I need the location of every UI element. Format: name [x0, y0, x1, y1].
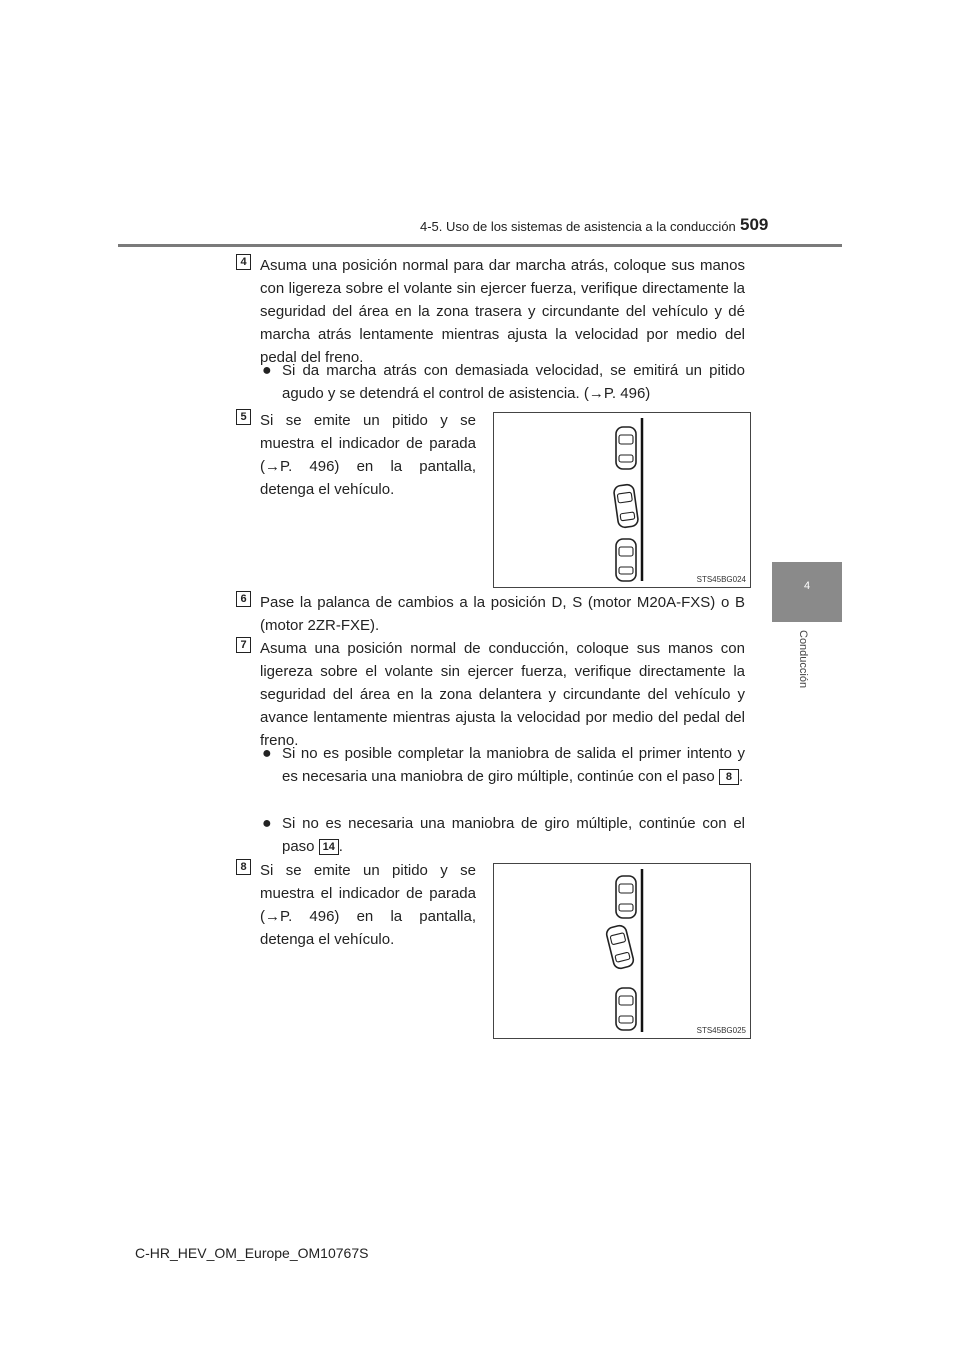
step-4-text: Asuma una posición normal para dar marcha atrás, coloque sus manos con ligereza sobre el volante sin ejercer fuerza, verifique directamente la seguridad del área en la zona trasera y circundante del vehículo y dé marcha atrás lentamente mientras ajusta la velocidad por medio del pedal del freno. [260, 257, 745, 366]
maneuvering-car [613, 484, 639, 528]
step-6-text: Pase la palanca de cambios a la posición D, S (motor M20A-FXS) o B (motor 2ZR-FXE). [260, 594, 745, 634]
step-5-text: Si se emite un pitido y se muestra el indicador de parada (→P. 496) en la pantalla, detenga el vehículo. [260, 412, 476, 498]
step-badge-6: 6 [236, 591, 251, 607]
chapter-tab [772, 562, 842, 622]
bullet-1-end: . [738, 768, 744, 785]
parking-diagram-2 [493, 863, 751, 1039]
bullet-icon: ● [262, 815, 272, 832]
bullet-2-text: Si no es necesaria una maniobra de giro múltiple, continúe con el paso [282, 815, 745, 855]
bullet-2-end: . [338, 838, 343, 855]
parked-car-front [616, 427, 636, 469]
page-number: 509 [740, 215, 769, 234]
bullet-icon: ● [262, 362, 272, 379]
step-4-bullet: Si da marcha atrás con demasiada velocidad, se emitirá un pitido agudo y se detendrá el control de asistencia. (→P. 496) [282, 362, 745, 402]
parked-car-rear [616, 988, 636, 1030]
bullet-icon: ● [262, 745, 272, 762]
bullet-1-text: Si no es posible completar la maniobra de salida el primer intento y es necesaria una maniobra de giro múltiple, continúe con el paso [282, 745, 745, 785]
parking-diagram-1 [493, 412, 751, 588]
figure-code: STS45BG025 [696, 1026, 746, 1035]
step-badge-4: 4 [236, 254, 251, 270]
parked-car-rear [616, 539, 636, 581]
maneuvering-car [605, 924, 635, 970]
chapter-label: Conducción [797, 630, 809, 689]
parking-illustration [494, 864, 750, 1038]
step-7-bullet-2 [282, 812, 745, 858]
step-badge-8: 8 [236, 859, 251, 875]
document-footer: C-HR_HEV_OM_Europe_OM10767S [135, 1245, 369, 1261]
step-7-text: Asuma una posición normal de conducción, coloque sus manos con ligereza sobre el volante sin ejercer fuerza, verifique directamente la seguridad del área en la zona delantera y circundante del vehículo y avance lentamente mientras ajusta la velocidad por medio del pedal del freno. [260, 640, 745, 749]
figure-code: STS45BG024 [696, 575, 746, 584]
chapter-number: 4 [803, 580, 811, 592]
step-ref-14[interactable]: 14 [319, 839, 339, 855]
parked-car-front [616, 876, 636, 918]
step-7-bullet-1 [282, 742, 745, 788]
header-divider [118, 244, 842, 247]
step-badge-7: 7 [236, 637, 251, 653]
step-ref-8[interactable]: 8 [719, 769, 739, 785]
parking-illustration [494, 413, 750, 587]
step-8-text: Si se emite un pitido y se muestra el indicador de parada (→P. 496) en la pantalla, detenga el vehículo. [260, 862, 476, 948]
section-title: 4-5. Uso de los sistemas de asistencia a la conducción [420, 219, 736, 234]
step-badge-5: 5 [236, 409, 251, 425]
